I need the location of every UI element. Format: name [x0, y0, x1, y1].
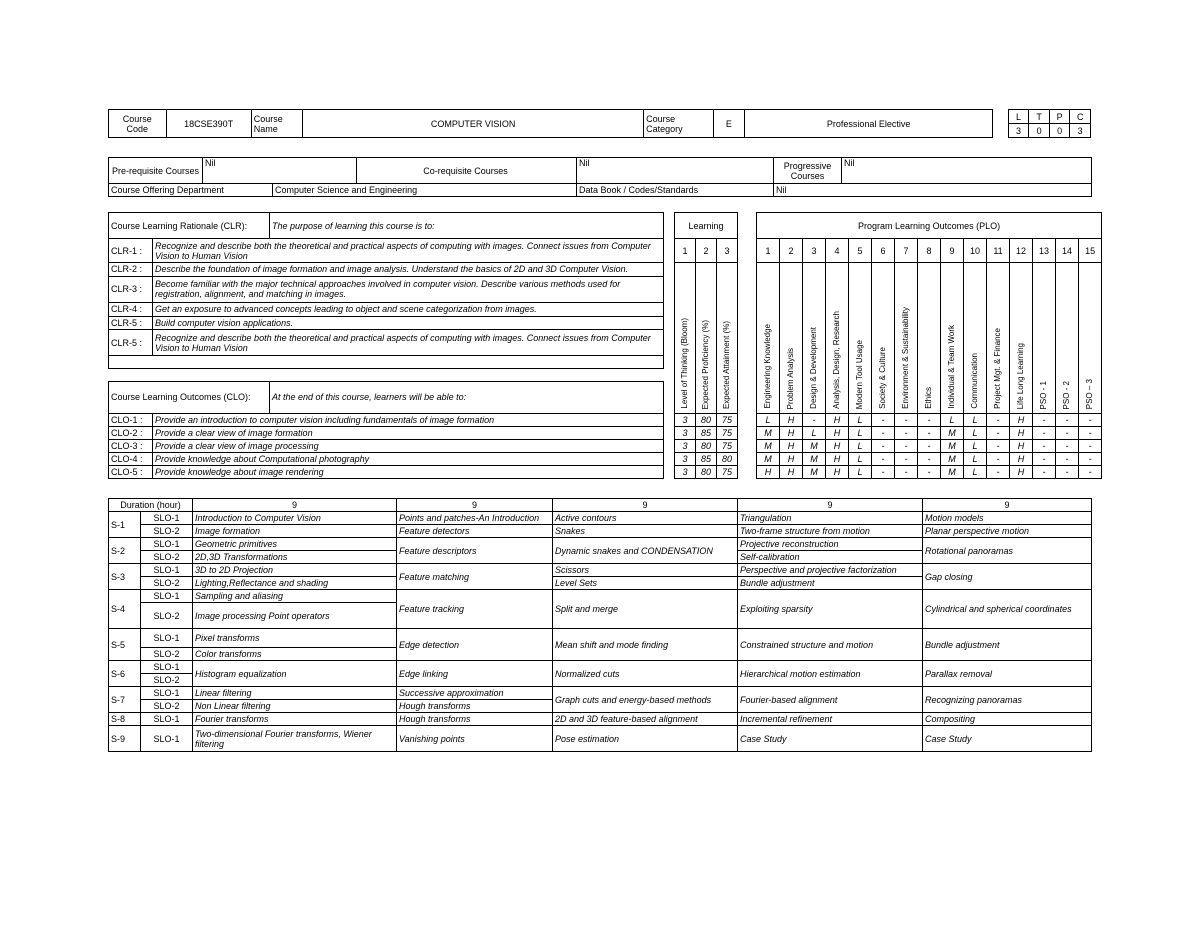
- clo-text: Provide knowledge about Computational photography: [153, 453, 664, 466]
- gap-cell: [738, 263, 757, 414]
- topic-cell: Histogram equalization: [193, 661, 397, 687]
- plo-value: -: [1033, 414, 1056, 427]
- coreq-value: Nil: [577, 158, 774, 184]
- topic-cell: Image processing Point operators: [193, 603, 397, 629]
- plo-value: M: [803, 453, 826, 466]
- slo-label: SLO-1: [141, 726, 193, 752]
- plo-number: 2: [780, 239, 803, 263]
- plo-value: L: [849, 427, 872, 440]
- learning-value: 80: [696, 440, 717, 453]
- topic-cell: Linear filtering: [193, 687, 397, 700]
- plo-label: Design & Development: [803, 263, 826, 414]
- topic-cell: Motion models: [923, 512, 1092, 525]
- topic-cell: Case Study: [738, 726, 923, 752]
- plo-number: 8: [918, 239, 941, 263]
- unit-duration: 9: [553, 499, 738, 512]
- topic-cell: Level Sets: [553, 577, 738, 590]
- learning-value: 75: [717, 427, 738, 440]
- plo-value: L: [803, 427, 826, 440]
- topic-cell: Graph cuts and energy-based methods: [553, 687, 738, 713]
- slo-label: SLO-1: [141, 629, 193, 648]
- clr-code: CLR-3 :: [109, 276, 153, 302]
- plo-value: L: [757, 414, 780, 427]
- topic-cell: Bundle adjustment: [738, 577, 923, 590]
- plo-value: -: [872, 414, 895, 427]
- plo-value: H: [780, 453, 803, 466]
- gap-cell: [664, 330, 675, 356]
- topic-cell: Two-dimensional Fourier transforms, Wiener filtering: [193, 726, 397, 752]
- topic-cell: Mean shift and mode finding: [553, 629, 738, 661]
- gap-cell: [664, 368, 675, 381]
- slo-label: SLO-1: [141, 713, 193, 726]
- plo-value: -: [872, 466, 895, 479]
- plo-number: 13: [1033, 239, 1056, 263]
- topic-cell: Fourier transforms: [193, 713, 397, 726]
- topic-cell: Constrained structure and motion: [738, 629, 923, 661]
- plo-label: PSO – 3: [1079, 263, 1102, 414]
- plo-value: -: [895, 414, 918, 427]
- plo-number: 10: [964, 239, 987, 263]
- plo-label: PSO - 2: [1056, 263, 1079, 414]
- plo-number: 1: [757, 239, 780, 263]
- progressive-value: Nil: [842, 158, 1092, 184]
- plo-label: Project Mgt. & Finance: [987, 263, 1010, 414]
- gap-cell: [664, 302, 675, 316]
- clo-text: Provide an introduction to computer vision including fundamentals of image formation: [153, 414, 664, 427]
- plo-value: M: [757, 427, 780, 440]
- topic-cell: Edge detection: [397, 629, 553, 661]
- topic-cell: Incremental refinement: [738, 713, 923, 726]
- course-category-label: Course Category: [644, 110, 714, 138]
- session-label: S-9: [109, 726, 141, 752]
- course-code: 18CSE390T: [166, 110, 251, 138]
- plo-value: -: [1033, 453, 1056, 466]
- slo-label: SLO-2: [141, 603, 193, 629]
- plo-label: Analysis, Design, Research: [826, 263, 849, 414]
- gap-cell: [738, 414, 757, 427]
- plo-value: -: [987, 466, 1010, 479]
- learning-value: 3: [675, 414, 696, 427]
- gap-cell: [664, 453, 675, 466]
- course-header-table: [108, 109, 1091, 138]
- topic-cell: Sampling and aliasing: [193, 590, 397, 603]
- coreq-label: Co-requisite Courses: [357, 158, 577, 184]
- plo-number: 11: [987, 239, 1010, 263]
- clr-clo-plo-table: [108, 212, 1102, 479]
- plo-label: Society & Culture: [872, 263, 895, 414]
- topic-cell: Perspective and projective factorization: [738, 564, 923, 577]
- plo-value: L: [964, 466, 987, 479]
- plo-number: 5: [849, 239, 872, 263]
- plo-value: -: [918, 466, 941, 479]
- plo-value: -: [1079, 427, 1102, 440]
- gap-cell: [664, 316, 675, 330]
- topic-cell: Feature matching: [397, 564, 553, 590]
- topic-cell: Feature detectors: [397, 525, 553, 538]
- gap-cell: [664, 276, 675, 302]
- course-code-label: Course Code: [109, 110, 167, 138]
- slo-label: SLO-2: [141, 648, 193, 661]
- gap-cell: [738, 440, 757, 453]
- ltpc-value-t: 0: [1029, 124, 1050, 138]
- plo-value: H: [826, 427, 849, 440]
- topic-cell: Gap closing: [923, 564, 1092, 590]
- topic-cell: Successive approximation: [397, 687, 553, 700]
- topic-cell: Planar perspective motion: [923, 525, 1092, 538]
- unit-duration: 9: [738, 499, 923, 512]
- course-name: COMPUTER VISION: [303, 110, 644, 138]
- learning-value: 75: [717, 440, 738, 453]
- clr-heading: Course Learning Rationale (CLR):: [109, 213, 270, 239]
- plo-value: -: [987, 427, 1010, 440]
- learning-number: 3: [717, 239, 738, 263]
- plo-value: L: [964, 440, 987, 453]
- plo-number: 7: [895, 239, 918, 263]
- plo-label: Life Long Learning: [1010, 263, 1033, 414]
- topic-cell: Case Study: [923, 726, 1092, 752]
- topic-cell: Active contours: [553, 512, 738, 525]
- plo-number: 9: [941, 239, 964, 263]
- slo-label: SLO-1: [141, 564, 193, 577]
- clr-text: Recognize and describe both the theoretical and practical aspects of computing with images. Connect issues from Computer Vision to Human Vision: [153, 239, 664, 263]
- clr-blank-row: [109, 356, 664, 369]
- plo-value: H: [1010, 466, 1033, 479]
- plo-value: L: [849, 453, 872, 466]
- learning-number: 2: [696, 239, 717, 263]
- plo-value: L: [849, 466, 872, 479]
- topic-cell: Recognizing panoramas: [923, 687, 1092, 713]
- clr-text: Get an exposure to advanced concepts leading to object and scene categorization from images.: [153, 302, 664, 316]
- session-label: S-2: [109, 538, 141, 564]
- session-label: S-8: [109, 713, 141, 726]
- topic-cell: Split and merge: [553, 590, 738, 629]
- clr-text: Recognize and describe both the theoretical and practical aspects of computing with images. Connect issues from Computer Vision to Human Vision: [153, 330, 664, 356]
- plo-label: Individual & Team Work: [941, 263, 964, 414]
- topic-cell: Normalized cuts: [553, 661, 738, 687]
- slo-label: SLO-1: [141, 590, 193, 603]
- ltpc-label-t: T: [1029, 110, 1050, 124]
- plo-value: -: [918, 453, 941, 466]
- databook-value: Nil: [774, 184, 1092, 197]
- plo-heading: Program Learning Outcomes (PLO): [757, 213, 1102, 239]
- plo-value: -: [918, 427, 941, 440]
- learning-value: 3: [675, 427, 696, 440]
- learning-value: 3: [675, 466, 696, 479]
- plo-value: M: [941, 427, 964, 440]
- topic-cell: Two-frame structure from motion: [738, 525, 923, 538]
- plo-value: M: [803, 440, 826, 453]
- plo-value: L: [849, 414, 872, 427]
- plo-value: -: [803, 414, 826, 427]
- plo-value: -: [872, 440, 895, 453]
- learning-label: Level of Thinking (Bloom): [675, 263, 696, 414]
- topic-cell: Non Linear filtering: [193, 700, 397, 713]
- category-name: Professional Elective: [744, 110, 993, 138]
- plo-number: 3: [803, 239, 826, 263]
- clo-text: Provide knowledge about image rendering: [153, 466, 664, 479]
- plo-value: H: [780, 414, 803, 427]
- topic-cell: Points and patches-An Introduction: [397, 512, 553, 525]
- unit-duration: 9: [193, 499, 397, 512]
- topic-cell: Lighting,Reflectance and shading: [193, 577, 397, 590]
- learning-value: 3: [675, 453, 696, 466]
- course-name-label: Course Name: [251, 110, 302, 138]
- unit-duration: 9: [397, 499, 553, 512]
- session-label: S-5: [109, 629, 141, 661]
- plo-label: Environment & Sustainability: [895, 263, 918, 414]
- plo-value: -: [987, 440, 1010, 453]
- slo-label: SLO-2: [141, 577, 193, 590]
- databook-label: Data Book / Codes/Standards: [577, 184, 774, 197]
- plo-value: L: [964, 427, 987, 440]
- plo-value: M: [941, 453, 964, 466]
- topic-cell: 2D and 3D feature-based alignment: [553, 713, 738, 726]
- gap-cell: [664, 414, 675, 427]
- clr-text: Become familiar with the major technical approaches involved in computer vision. Describe various methods used for registration, alignment, and matching in images.: [153, 276, 664, 302]
- topic-cell: Hough transforms: [397, 713, 553, 726]
- plo-value: L: [964, 414, 987, 427]
- plo-label: Problem Analysis: [780, 263, 803, 414]
- ltpc-label-p: P: [1049, 110, 1070, 124]
- plo-value: -: [1079, 414, 1102, 427]
- plo-value: M: [941, 440, 964, 453]
- ltpc-value-c: 3: [1070, 124, 1091, 138]
- plo-value: M: [803, 466, 826, 479]
- learning-value: 85: [696, 453, 717, 466]
- plo-number: 4: [826, 239, 849, 263]
- topic-cell: Pixel transforms: [193, 629, 397, 648]
- topic-cell: Snakes: [553, 525, 738, 538]
- plo-label: Modern Tool Usage: [849, 263, 872, 414]
- clr-clo-spacer: [109, 368, 664, 381]
- learning-value: 80: [717, 453, 738, 466]
- clr-intro: The purpose of learning this course is to:: [270, 213, 664, 239]
- duration-label: Duration (hour): [109, 499, 193, 512]
- plo-label: Ethics: [918, 263, 941, 414]
- unit-duration: 9: [923, 499, 1092, 512]
- learning-value: 80: [696, 414, 717, 427]
- ltpc-spacer: [993, 110, 1008, 138]
- prereq-value: Nil: [203, 158, 357, 184]
- plo-value: H: [826, 440, 849, 453]
- plo-value: -: [1033, 427, 1056, 440]
- plo-value: -: [1056, 427, 1079, 440]
- ltpc-label-c: C: [1070, 110, 1091, 124]
- topic-cell: Rotational panoramas: [923, 538, 1092, 564]
- clr-code: CLR-5 :: [109, 330, 153, 356]
- gap-cell: [664, 440, 675, 453]
- prerequisite-table: [108, 157, 1092, 197]
- topic-cell: Projective reconstruction: [738, 538, 923, 551]
- topic-cell: Introduction to Computer Vision: [193, 512, 397, 525]
- plo-value: -: [1079, 440, 1102, 453]
- topic-cell: Feature tracking: [397, 590, 553, 629]
- plo-number: 12: [1010, 239, 1033, 263]
- learning-value: 80: [696, 466, 717, 479]
- plo-value: M: [757, 440, 780, 453]
- topic-cell: Dynamic snakes and CONDENSATION: [553, 538, 738, 564]
- session-schedule-table: [108, 498, 1092, 752]
- gap-cell: [738, 466, 757, 479]
- ltpc-label-l: L: [1008, 110, 1029, 124]
- clr-code: CLR-1 :: [109, 239, 153, 263]
- topic-cell: Scissors: [553, 564, 738, 577]
- ltpc-value-p: 0: [1049, 124, 1070, 138]
- plo-value: -: [1056, 414, 1079, 427]
- learning-value: 85: [696, 427, 717, 440]
- clo-text: Provide a clear view of image processing: [153, 440, 664, 453]
- plo-label: Engineering Knowledge: [757, 263, 780, 414]
- plo-value: -: [987, 453, 1010, 466]
- clo-code: CLO-2 :: [109, 427, 153, 440]
- plo-value: -: [872, 453, 895, 466]
- plo-value: -: [1056, 466, 1079, 479]
- gap-cell: [664, 381, 675, 413]
- topic-cell: Triangulation: [738, 512, 923, 525]
- session-label: S-1: [109, 512, 141, 538]
- gap-cell: [664, 356, 675, 369]
- prereq-label: Pre-requisite Courses: [109, 158, 203, 184]
- learning-value: 75: [717, 466, 738, 479]
- plo-value: -: [895, 427, 918, 440]
- topic-cell: Color transforms: [193, 648, 397, 661]
- dept-label: Course Offering Department: [109, 184, 273, 197]
- learning-heading: Learning: [675, 213, 738, 239]
- plo-value: -: [895, 466, 918, 479]
- gap-cell: [664, 427, 675, 440]
- clr-text: Describe the foundation of image formation and image analysis. Understand the basics of 2D and 3D Computer Vision.: [153, 263, 664, 277]
- topic-cell: Cylindrical and spherical coordinates: [923, 590, 1092, 629]
- clr-text: Build computer vision applications.: [153, 316, 664, 330]
- plo-value: M: [941, 466, 964, 479]
- clo-code: CLO-4 :: [109, 453, 153, 466]
- plo-number: 6: [872, 239, 895, 263]
- slo-label: SLO-1: [141, 661, 193, 674]
- plo-value: -: [895, 440, 918, 453]
- plo-value: -: [1033, 466, 1056, 479]
- learning-label: Expected Attainment (%): [717, 263, 738, 414]
- clo-code: CLO-3 :: [109, 440, 153, 453]
- gap-cell: [664, 466, 675, 479]
- slo-label: SLO-2: [141, 700, 193, 713]
- plo-value: H: [1010, 440, 1033, 453]
- gap-cell: [738, 427, 757, 440]
- gap-cell: [664, 263, 675, 277]
- plo-value: -: [1079, 453, 1102, 466]
- plo-value: -: [895, 453, 918, 466]
- plo-value: -: [1056, 453, 1079, 466]
- plo-value: -: [1033, 440, 1056, 453]
- plo-value: L: [964, 453, 987, 466]
- topic-cell: 2D,3D Transformations: [193, 551, 397, 564]
- clr-code: CLR-4 :: [109, 302, 153, 316]
- plo-value: -: [987, 414, 1010, 427]
- slo-label: SLO-1: [141, 687, 193, 700]
- gap-cell: [738, 453, 757, 466]
- topic-cell: Vanishing points: [397, 726, 553, 752]
- slo-label: SLO-2: [141, 674, 193, 687]
- gap-cell: [664, 213, 675, 239]
- plo-value: H: [826, 414, 849, 427]
- clo-intro: At the end of this course, learners will be able to:: [270, 381, 664, 413]
- topic-cell: Exploiting sparsity: [738, 590, 923, 629]
- clr-code: CLR-5 :: [109, 316, 153, 330]
- slo-label: SLO-1: [141, 512, 193, 525]
- session-label: S-3: [109, 564, 141, 590]
- topic-cell: Hough transforms: [397, 700, 553, 713]
- session-label: S-6: [109, 661, 141, 687]
- plo-value: M: [757, 453, 780, 466]
- topic-cell: Hierarchical motion estimation: [738, 661, 923, 687]
- topic-cell: Geometric primitives: [193, 538, 397, 551]
- plo-value: H: [780, 466, 803, 479]
- progressive-label: Progressive Courses: [774, 158, 842, 184]
- topic-cell: 3D to 2D Projection: [193, 564, 397, 577]
- plo-value: L: [941, 414, 964, 427]
- gap-cell: [664, 239, 675, 263]
- session-label: S-7: [109, 687, 141, 713]
- clo-heading: Course Learning Outcomes (CLO):: [109, 381, 270, 413]
- plo-value: H: [1010, 427, 1033, 440]
- course-category: E: [713, 110, 744, 138]
- clo-text: Provide a clear view of image formation: [153, 427, 664, 440]
- learning-value: 3: [675, 440, 696, 453]
- topic-cell: Self-calibration: [738, 551, 923, 564]
- plo-number: 14: [1056, 239, 1079, 263]
- gap-cell: [738, 213, 757, 239]
- plo-number: 15: [1079, 239, 1102, 263]
- slo-label: SLO-1: [141, 538, 193, 551]
- plo-value: H: [826, 466, 849, 479]
- gap-cell: [738, 239, 757, 263]
- plo-value: -: [918, 414, 941, 427]
- topic-cell: Parallax removal: [923, 661, 1092, 687]
- plo-value: H: [780, 427, 803, 440]
- learning-number: 1: [675, 239, 696, 263]
- plo-value: -: [918, 440, 941, 453]
- plo-value: H: [826, 453, 849, 466]
- clo-code: CLO-5 :: [109, 466, 153, 479]
- plo-label: Communication: [964, 263, 987, 414]
- learning-label: Expected Proficiency (%): [696, 263, 717, 414]
- plo-value: H: [757, 466, 780, 479]
- topic-cell: Edge linking: [397, 661, 553, 687]
- plo-label: PSO - 1: [1033, 263, 1056, 414]
- clr-code: CLR-2 :: [109, 263, 153, 277]
- dept-value: Computer Science and Engineering: [273, 184, 577, 197]
- slo-label: SLO-2: [141, 525, 193, 538]
- plo-value: -: [1056, 440, 1079, 453]
- plo-value: -: [1079, 466, 1102, 479]
- ltpc-value-l: 3: [1008, 124, 1029, 138]
- plo-value: L: [849, 440, 872, 453]
- topic-cell: Fourier-based alignment: [738, 687, 923, 713]
- plo-value: H: [1010, 414, 1033, 427]
- topic-cell: Pose estimation: [553, 726, 738, 752]
- topic-cell: Image formation: [193, 525, 397, 538]
- plo-value: -: [872, 427, 895, 440]
- session-label: S-4: [109, 590, 141, 629]
- topic-cell: Compositing: [923, 713, 1092, 726]
- learning-value: 75: [717, 414, 738, 427]
- slo-label: SLO-2: [141, 551, 193, 564]
- plo-value: H: [780, 440, 803, 453]
- topic-cell: Feature descriptors: [397, 538, 553, 564]
- topic-cell: Bundle adjustment: [923, 629, 1092, 661]
- clo-code: CLO-1 :: [109, 414, 153, 427]
- plo-value: H: [1010, 453, 1033, 466]
